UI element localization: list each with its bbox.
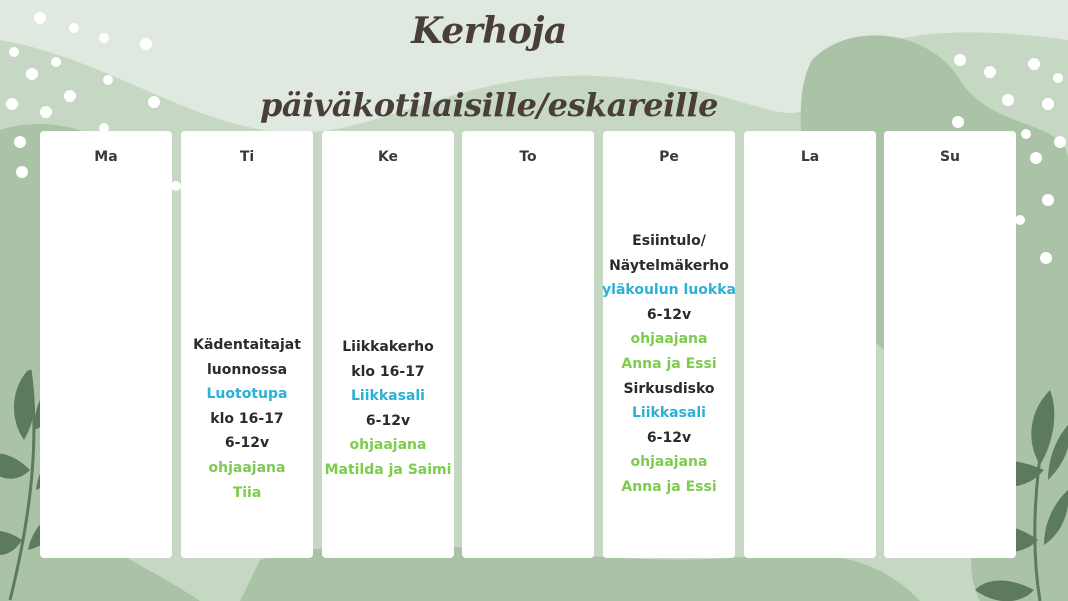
day-label: Ma: [94, 149, 118, 165]
club-leader: Anna ja Essi: [621, 478, 717, 495]
club-location: Luototupa: [206, 386, 288, 403]
day-column-to: [462, 131, 594, 558]
club-location: yläkoulun luokka: [602, 282, 736, 299]
club-age: 6-12v: [224, 435, 270, 452]
club-leader-label: ohjaajana: [208, 459, 286, 476]
club-age: 6-12v: [646, 429, 692, 446]
club-leader: Matilda ja Saimi: [324, 461, 452, 478]
day-column-ke: [322, 131, 454, 558]
day-label: Su: [939, 149, 961, 165]
club-time: klo 16-17: [210, 410, 284, 427]
club-location: Liikkasali: [632, 405, 706, 422]
day-column-ma: [40, 131, 172, 558]
club-name: Liikkakerho: [342, 339, 434, 355]
club-leader-label: ohjaajana: [630, 331, 708, 348]
club-entry-tuesday: [175, 333, 319, 505]
club-name: Sirkusdisko: [623, 380, 715, 397]
day-label: Ti: [239, 149, 255, 165]
club-age: 6-12v: [646, 306, 692, 323]
club-leader: Tiia: [232, 484, 262, 501]
club-leader: Anna ja Essi: [621, 355, 717, 372]
club-name: luonnossa: [206, 361, 288, 378]
club-time: klo 16-17: [351, 363, 425, 380]
club-name: Esiintulo/: [632, 233, 706, 249]
club-location: Liikkasali: [351, 388, 425, 405]
day-label: Ke: [377, 149, 399, 165]
day-column-la: [744, 131, 876, 558]
page-subtitle: päiväkotilaisille/eskareille: [260, 86, 718, 124]
club-leader-label: ohjaajana: [630, 454, 708, 471]
club-age: 6-12v: [365, 412, 411, 429]
club-name: Näytelmäkerho: [609, 257, 729, 274]
club-entry-friday: [597, 229, 741, 500]
day-label: To: [519, 149, 537, 165]
club-leader-label: ohjaajana: [349, 437, 427, 454]
day-label: Pe: [659, 149, 679, 165]
day-column-ti: [181, 131, 313, 558]
club-name: Kädentaitajat: [193, 337, 301, 353]
day-column-su: [884, 131, 1016, 558]
day-label: La: [800, 149, 820, 165]
day-column-pe: [603, 131, 735, 558]
page-title: Kerhoja: [411, 10, 567, 52]
club-entry-wednesday: [316, 335, 460, 483]
